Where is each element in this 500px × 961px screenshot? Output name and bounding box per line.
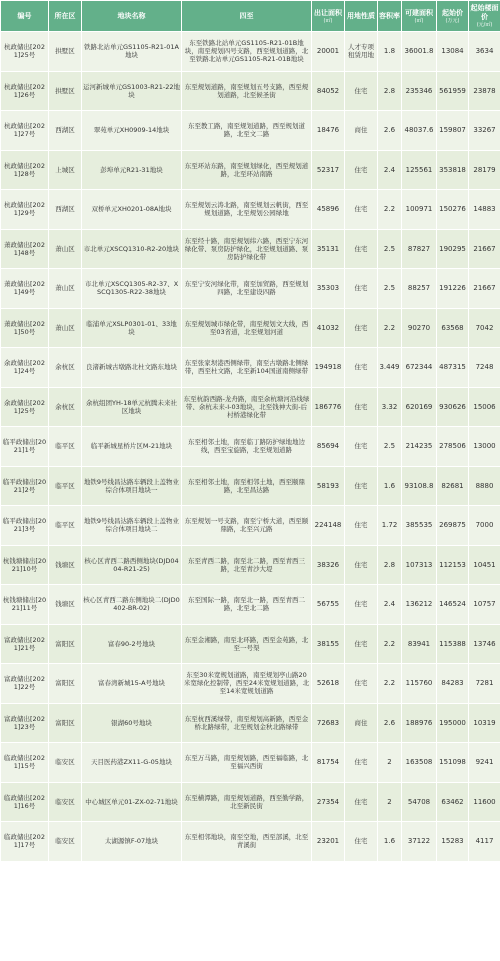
district-cell: 临安区	[49, 782, 82, 822]
area-cell: 52317	[312, 150, 345, 190]
table-row	[1, 545, 500, 585]
boundaries-cell: 东至杭西溪绿带，南至规划高新路，西至金桥北路绿带，北至规划金秋北路绿带	[182, 703, 312, 743]
land-use-cell: 住宅	[345, 743, 378, 783]
starting-price-cell: 151098	[437, 743, 469, 783]
table-row	[1, 348, 500, 388]
starting-price-cell: 115388	[437, 624, 469, 664]
table-row	[1, 229, 500, 269]
parcel-name-cell: 核心区青西二路东侧地块二(DJD0402-BR-02)	[82, 585, 182, 625]
parcel-name-cell: 太湖源镇F-07地块	[82, 822, 182, 862]
column-header-label: 可建面积	[405, 8, 433, 17]
boundaries-cell: 东至规划城市绿化带，南至规划文大线，西至03省道，北至规划河道	[182, 308, 312, 348]
boundaries-cell: 东至环站东路，南至规划绿化，西至规划道路，北至环站南路	[182, 150, 312, 190]
district-cell: 拱墅区	[49, 71, 82, 111]
land-use-cell: 住宅	[345, 585, 378, 625]
area-cell: 186776	[312, 387, 345, 427]
table-row	[1, 308, 500, 348]
district-cell: 临平区	[49, 427, 82, 467]
parcel-id-cell: 杭政储出[2021]27号	[1, 111, 49, 151]
header-row	[1, 1, 500, 32]
district-cell: 临安区	[49, 822, 82, 862]
starting-price-cell: 195000	[437, 703, 469, 743]
plot-ratio-cell: 2.8	[378, 71, 402, 111]
parcel-name-cell: 地铁9号线昌达路车辆段上盖物业综合体项目地块二	[82, 506, 182, 546]
buildable-area-cell: 37122	[402, 822, 437, 862]
boundaries-cell: 东至宁安河绿化带，南至加贸路，西至规划四路，北至建设四路	[182, 269, 312, 309]
boundaries-cell: 东至规划道路，南至规划五号支路，西至规划道路，北至候圣街	[182, 71, 312, 111]
starting-price-cell: 150276	[437, 190, 469, 230]
column-header	[1, 1, 49, 32]
starting-price-cell: 278506	[437, 427, 469, 467]
floor-price-cell: 7281	[469, 664, 500, 704]
plot-ratio-cell: 1.8	[378, 32, 402, 72]
buildable-area-cell: 88257	[402, 269, 437, 309]
table-row	[1, 190, 500, 230]
parcel-id-cell: 富政储出[2021]23号	[1, 703, 49, 743]
column-header-label: 出让面积	[314, 8, 342, 17]
area-cell: 81754	[312, 743, 345, 783]
starting-price-cell: 82681	[437, 466, 469, 506]
plot-ratio-cell: 2.8	[378, 545, 402, 585]
parcel-name-cell: 翠苑单元XH0909-14地块	[82, 111, 182, 151]
parcel-name-cell: 市北单元XSCQ1310-R2-20地块	[82, 229, 182, 269]
land-use-cell: 商住	[345, 703, 378, 743]
column-header	[82, 1, 182, 32]
column-header	[312, 1, 345, 32]
table-row	[1, 585, 500, 625]
land-use-cell: 住宅	[345, 664, 378, 704]
parcel-id-cell: 富政储出[2021]22号	[1, 664, 49, 704]
floor-price-cell: 7042	[469, 308, 500, 348]
plot-ratio-cell: 2	[378, 743, 402, 783]
parcel-name-cell: 双桥单元XH0201-08A地块	[82, 190, 182, 230]
area-cell: 38155	[312, 624, 345, 664]
starting-price-cell: 190295	[437, 229, 469, 269]
buildable-area-cell: 107313	[402, 545, 437, 585]
district-cell: 西湖区	[49, 190, 82, 230]
parcel-id-cell: 杭政储出[2021]29号	[1, 190, 49, 230]
district-cell: 拱墅区	[49, 32, 82, 72]
table-row	[1, 703, 500, 743]
parcel-name-cell: 银湖60号地块	[82, 703, 182, 743]
plot-ratio-cell: 1.72	[378, 506, 402, 546]
floor-price-cell: 14883	[469, 190, 500, 230]
land-use-cell: 住宅	[345, 150, 378, 190]
floor-price-cell: 7000	[469, 506, 500, 546]
parcel-id-cell: 杭政储出[2021]28号	[1, 150, 49, 190]
area-cell: 38326	[312, 545, 345, 585]
starting-price-cell: 15283	[437, 822, 469, 862]
buildable-area-cell: 620169	[402, 387, 437, 427]
district-cell: 余杭区	[49, 387, 82, 427]
floor-price-cell: 10757	[469, 585, 500, 625]
table-row	[1, 32, 500, 72]
column-header-unit: (㎡)	[323, 17, 333, 24]
table-row	[1, 743, 500, 783]
starting-price-cell: 930626	[437, 387, 469, 427]
column-header	[469, 1, 500, 32]
floor-price-cell: 10451	[469, 545, 500, 585]
starting-price-cell: 84283	[437, 664, 469, 704]
plot-ratio-cell: 2.6	[378, 111, 402, 151]
plot-ratio-cell: 1.6	[378, 822, 402, 862]
land-use-cell: 住宅	[345, 269, 378, 309]
column-header-label: 容积率	[379, 11, 400, 20]
buildable-area-cell: 385535	[402, 506, 437, 546]
table-row	[1, 822, 500, 862]
district-cell: 余杭区	[49, 348, 82, 388]
area-cell: 41032	[312, 308, 345, 348]
parcel-name-cell: 余杭组团YH-18单元杭腾未来社区地块	[82, 387, 182, 427]
buildable-area-cell: 83941	[402, 624, 437, 664]
table-row	[1, 387, 500, 427]
area-cell: 23201	[312, 822, 345, 862]
buildable-area-cell: 93108.8	[402, 466, 437, 506]
table-row	[1, 111, 500, 151]
land-use-cell: 住宅	[345, 466, 378, 506]
plot-ratio-cell: 2.4	[378, 150, 402, 190]
land-use-cell: 住宅	[345, 387, 378, 427]
land-use-cell: 住宅	[345, 71, 378, 111]
buildable-area-cell: 163508	[402, 743, 437, 783]
column-header-label: 用地性质	[347, 11, 375, 20]
boundaries-cell: 东至张家坝港西侧绿带，南至古墩路北侧绿带，西至杜文路，北至新104国道南侧绿带	[182, 348, 312, 388]
parcel-id-cell: 余政储出[2021]24号	[1, 348, 49, 388]
area-cell: 85694	[312, 427, 345, 467]
parcel-id-cell: 临平政储出[2021]1号	[1, 427, 49, 467]
plot-ratio-cell: 2.5	[378, 427, 402, 467]
starting-price-cell: 487315	[437, 348, 469, 388]
boundaries-cell: 东至规划云涛北路，南至规划云帆街，西至规划道路，北至规划公园绿地	[182, 190, 312, 230]
plot-ratio-cell: 2.2	[378, 190, 402, 230]
starting-price-cell: 561959	[437, 71, 469, 111]
column-header	[402, 1, 437, 32]
parcel-id-cell: 萧政储出[2021]50号	[1, 308, 49, 348]
parcel-name-cell: 地铁9号线昌达路车辆段上盖物业综合体项目地块一	[82, 466, 182, 506]
plot-ratio-cell: 2.2	[378, 664, 402, 704]
boundaries-cell: 东至相邻土地，南至相邻土地，西至颐鼎路，北至昌达路	[182, 466, 312, 506]
plot-ratio-cell: 2.6	[378, 703, 402, 743]
starting-price-cell: 63462	[437, 782, 469, 822]
buildable-area-cell: 672344	[402, 348, 437, 388]
district-cell: 钱塘区	[49, 545, 82, 585]
table-row	[1, 427, 500, 467]
parcel-name-cell: 天目医药港ZX11-G-05地块	[82, 743, 182, 783]
boundaries-cell: 东至国际一路，南至北一路，西至青西二路，北至北二路	[182, 585, 312, 625]
table-row	[1, 624, 500, 664]
starting-price-cell: 13084	[437, 32, 469, 72]
district-cell: 临安区	[49, 743, 82, 783]
floor-price-cell: 10319	[469, 703, 500, 743]
district-cell: 临平区	[49, 506, 82, 546]
boundaries-cell: 东至金湘路，南至北环路，西至金苑路，北至一号渠	[182, 624, 312, 664]
district-cell: 萧山区	[49, 308, 82, 348]
floor-price-cell: 13000	[469, 427, 500, 467]
land-use-cell: 住宅	[345, 348, 378, 388]
table-row	[1, 466, 500, 506]
district-cell: 富阳区	[49, 624, 82, 664]
buildable-area-cell: 136212	[402, 585, 437, 625]
district-cell: 萧山区	[49, 229, 82, 269]
buildable-area-cell: 115760	[402, 664, 437, 704]
parcel-id-cell: 富政储出[2021]21号	[1, 624, 49, 664]
floor-price-cell: 3634	[469, 32, 500, 72]
parcel-name-cell: 临浦单元XSLP0301-01、33地块	[82, 308, 182, 348]
floor-price-cell: 13746	[469, 624, 500, 664]
table-row	[1, 150, 500, 190]
area-cell: 56755	[312, 585, 345, 625]
boundaries-cell: 东至经十路，南至规划纬六路，西至宁东河绿化带、泵房防护绿化，北至规划道路、泵房防护绿化带	[182, 229, 312, 269]
buildable-area-cell: 90270	[402, 308, 437, 348]
table-header	[1, 1, 500, 32]
parcel-id-cell: 杭钱塘储出[2021]10号	[1, 545, 49, 585]
boundaries-cell: 东至相邻地块，南至空地，西至部溪，北至青溪街	[182, 822, 312, 862]
buildable-area-cell: 54708	[402, 782, 437, 822]
buildable-area-cell: 125561	[402, 150, 437, 190]
starting-price-cell: 146524	[437, 585, 469, 625]
column-header-unit: (元/㎡)	[476, 22, 493, 28]
plot-ratio-cell: 2.5	[378, 229, 402, 269]
plot-ratio-cell: 2.4	[378, 585, 402, 625]
buildable-area-cell: 188976	[402, 703, 437, 743]
area-cell: 27354	[312, 782, 345, 822]
district-cell: 富阳区	[49, 703, 82, 743]
column-header	[378, 1, 402, 32]
parcel-id-cell: 余政储出[2021]25号	[1, 387, 49, 427]
parcel-name-cell: 良渚新城古墩路北杜文路东地块	[82, 348, 182, 388]
parcel-id-cell: 临平政储出[2021]2号	[1, 466, 49, 506]
buildable-area-cell: 100971	[402, 190, 437, 230]
parcel-name-cell: 彭埠单元R21-31地块	[82, 150, 182, 190]
floor-price-cell: 23878	[469, 71, 500, 111]
table-row	[1, 506, 500, 546]
buildable-area-cell: 235346	[402, 71, 437, 111]
floor-price-cell: 15006	[469, 387, 500, 427]
land-use-cell: 住宅	[345, 506, 378, 546]
starting-price-cell: 159807	[437, 111, 469, 151]
parcel-name-cell: 市北单元XSCQ1305-R2-37、XSCQ1305-R22-38地块	[82, 269, 182, 309]
district-cell: 钱塘区	[49, 585, 82, 625]
table-row	[1, 71, 500, 111]
floor-price-cell: 21667	[469, 269, 500, 309]
plot-ratio-cell: 3.449	[378, 348, 402, 388]
boundaries-cell: 东至铁路北站单元GS1105-R21-01B地块，南至规划四号支路，西至规划道路，北至铁路北站单元GS1105-R21-01B地块	[182, 32, 312, 72]
district-cell: 上城区	[49, 150, 82, 190]
area-cell: 35303	[312, 269, 345, 309]
district-cell: 西湖区	[49, 111, 82, 151]
boundaries-cell: 东至相邻土地，南至临丁路防护绿地地边线，西至宝旋路，北至规划道路	[182, 427, 312, 467]
floor-price-cell: 7248	[469, 348, 500, 388]
boundaries-cell: 东至规划一号支路，南至宁桥大道，西至颐鼎路，北至兴元路	[182, 506, 312, 546]
starting-price-cell: 269875	[437, 506, 469, 546]
floor-price-cell: 4117	[469, 822, 500, 862]
parcel-name-cell: 核心区青西二路西侧地块(DJD0404-R21-25)	[82, 545, 182, 585]
column-header	[182, 1, 312, 32]
area-cell: 20001	[312, 32, 345, 72]
land-use-cell: 住宅	[345, 229, 378, 269]
starting-price-cell: 353818	[437, 150, 469, 190]
parcel-name-cell: 中心城区单元01-ZX-02-71地块	[82, 782, 182, 822]
area-cell: 45896	[312, 190, 345, 230]
column-header	[49, 1, 82, 32]
column-header-label: 起始价	[442, 8, 463, 17]
column-header-unit: (㎡)	[414, 17, 424, 24]
table-row	[1, 269, 500, 309]
column-header-unit: (万元)	[445, 17, 460, 24]
plot-ratio-cell: 2.5	[378, 269, 402, 309]
area-cell: 72683	[312, 703, 345, 743]
land-use-cell: 住宅	[345, 624, 378, 664]
plot-ratio-cell: 2.2	[378, 308, 402, 348]
land-use-cell: 人才专项租赁用地	[345, 32, 378, 72]
buildable-area-cell: 36001.8	[402, 32, 437, 72]
area-cell: 52618	[312, 664, 345, 704]
parcel-name-cell: 临平新城星桥片区M-21地块	[82, 427, 182, 467]
area-cell: 84052	[312, 71, 345, 111]
plot-ratio-cell: 1.6	[378, 466, 402, 506]
boundaries-cell: 东至教工路，南至规划道路，西至规划道路，北至文二路	[182, 111, 312, 151]
parcel-id-cell: 临政储出[2021]15号	[1, 743, 49, 783]
column-header-label: 地块名称	[117, 11, 146, 20]
district-cell: 富阳区	[49, 664, 82, 704]
table-row	[1, 782, 500, 822]
plot-ratio-cell: 2	[378, 782, 402, 822]
land-use-cell: 住宅	[345, 190, 378, 230]
buildable-area-cell: 87827	[402, 229, 437, 269]
starting-price-cell: 63568	[437, 308, 469, 348]
floor-price-cell: 11600	[469, 782, 500, 822]
boundaries-cell: 东至万马路，南至规划路，西至福临路，北至福兴西街	[182, 743, 312, 783]
table-row	[1, 664, 500, 704]
plot-ratio-cell: 3.32	[378, 387, 402, 427]
land-use-cell: 住宅	[345, 545, 378, 585]
floor-price-cell: 33267	[469, 111, 500, 151]
parcel-name-cell: 运河新城单元GS1003-R21-22地块	[82, 71, 182, 111]
area-cell: 58193	[312, 466, 345, 506]
column-header-label: 编号	[17, 11, 32, 20]
buildable-area-cell: 214235	[402, 427, 437, 467]
column-header	[437, 1, 469, 32]
area-cell: 194918	[312, 348, 345, 388]
boundaries-cell: 东至30米宽规划道路，南至规划亭山路20米宽绿化控制带，西至24米宽规划道路，北至14米宽规划道路	[182, 664, 312, 704]
parcel-name-cell: 富春90-2号地块	[82, 624, 182, 664]
parcel-id-cell: 杭钱塘储出[2021]11号	[1, 585, 49, 625]
parcel-name-cell: 富春湾新城15-A号地块	[82, 664, 182, 704]
column-header	[345, 1, 378, 32]
table-body	[1, 32, 500, 862]
boundaries-cell: 东至青西二路，南至北二路，西至青西三路，北至青沙大堤	[182, 545, 312, 585]
column-header-label: 起始楼面价	[470, 4, 499, 21]
parcel-id-cell: 临政储出[2021]16号	[1, 782, 49, 822]
column-header-label: 所在区	[54, 11, 76, 20]
parcel-id-cell: 萧政储出[2021]49号	[1, 269, 49, 309]
land-use-cell: 住宅	[345, 782, 378, 822]
land-use-cell: 住宅	[345, 308, 378, 348]
floor-price-cell: 9241	[469, 743, 500, 783]
district-cell: 萧山区	[49, 269, 82, 309]
district-cell: 临平区	[49, 466, 82, 506]
starting-price-cell: 112153	[437, 545, 469, 585]
starting-price-cell: 191226	[437, 269, 469, 309]
parcel-id-cell: 萧政储出[2021]48号	[1, 229, 49, 269]
area-cell: 35131	[312, 229, 345, 269]
area-cell: 18476	[312, 111, 345, 151]
area-cell: 224148	[312, 506, 345, 546]
land-use-cell: 商住	[345, 111, 378, 151]
parcel-name-cell: 铁路北站单元GS1105-R21-01A地块	[82, 32, 182, 72]
floor-price-cell: 21667	[469, 229, 500, 269]
boundaries-cell: 东至横潭路，南至规划道路，西至勤学路，北至新民街	[182, 782, 312, 822]
floor-price-cell: 8880	[469, 466, 500, 506]
floor-price-cell: 28179	[469, 150, 500, 190]
column-header-label: 四至	[239, 11, 254, 20]
buildable-area-cell: 48037.6	[402, 111, 437, 151]
boundaries-cell: 东至杭韵西路-龙舟路，南至余杭塘河沿线绿带、余杭未来-I-03地块，北至钱神大街-后村桥港绿化带	[182, 387, 312, 427]
plot-ratio-cell: 2.2	[378, 624, 402, 664]
parcel-id-cell: 临平政储出[2021]3号	[1, 506, 49, 546]
parcel-id-cell: 杭政储出[2021]25号	[1, 32, 49, 72]
parcel-id-cell: 杭政储出[2021]26号	[1, 71, 49, 111]
land-use-cell: 住宅	[345, 427, 378, 467]
parcel-id-cell: 临政储出[2021]17号	[1, 822, 49, 862]
land-use-cell: 住宅	[345, 822, 378, 862]
